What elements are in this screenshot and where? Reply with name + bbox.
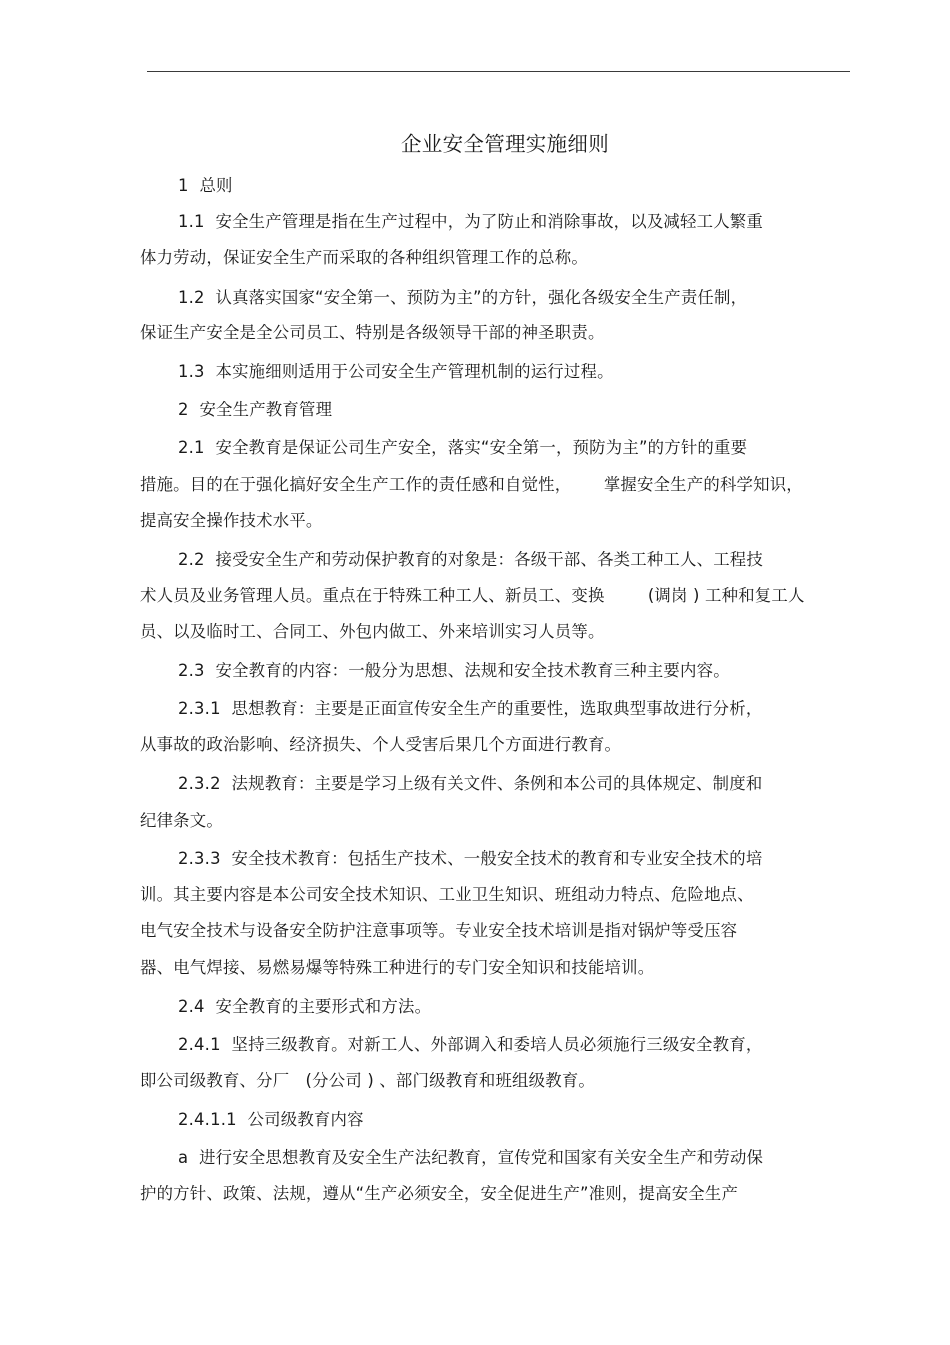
paragraph-line: 纪律条文。 xyxy=(140,811,223,830)
paragraph-line: 2.4.1.1 公司级教育内容 xyxy=(178,1110,364,1129)
paragraph-line: 保证生产安全是全公司员工、特别是各级领导干部的神圣职责。 xyxy=(140,323,605,342)
header-rule xyxy=(147,71,850,72)
paragraph-line: 护的方针、政策、法规，遵从“生产必须安全，安全促进生产”准则，提高安全生产 xyxy=(140,1184,739,1203)
paragraph-line: 电气安全技术与设备安全防护注意事项等。专业安全技术培训是指对锅炉等受压容 xyxy=(140,921,738,940)
document-title: 企业安全管理实施细则 xyxy=(401,132,609,156)
paragraph-line: 体力劳动，保证安全生产而采取的各种组织管理工作的总称。 xyxy=(140,248,588,267)
paragraph-line: 2.3.1 思想教育：主要是正面宣传安全生产的重要性，选取典型事故进行分析， xyxy=(178,699,763,718)
paragraph-line: 2.4.1 坚持三级教育。对新工人、外部调入和委培人员必须施行三级安全教育， xyxy=(178,1035,763,1054)
paragraph-line: 器、电气焊接、易燃易爆等特殊工种进行的专门安全知识和技能培训。 xyxy=(140,958,655,977)
paragraph-line: 2.3.3 安全技术教育：包括生产技术、一般安全技术的教育和专业安全技术的培 xyxy=(178,849,763,868)
paragraph-line: 措施。目的在于强化搞好安全生产工作的责任感和自觉性， 掌握安全生产的科学知识， xyxy=(140,475,803,494)
paragraph-line: 训。其主要内容是本公司安全技术知识、工业卫生知识、班组动力特点、危险地点、 xyxy=(140,885,754,904)
paragraph-line: 1 总则 xyxy=(178,176,233,195)
paragraph-line: 2 安全生产教育管理 xyxy=(178,400,333,419)
paragraph-line: 2.3 安全教育的内容：一般分为思想、法规和安全技术教育三种主要内容。 xyxy=(178,661,730,680)
paragraph-line: 1.3 本实施细则适用于公司安全生产管理机制的运行过程。 xyxy=(178,362,614,381)
paragraph-line: 2.3.2 法规教育：主要是学习上级有关文件、条例和本公司的具体规定、制度和 xyxy=(178,774,763,793)
paragraph-line: 2.1 安全教育是保证公司生产安全，落实“安全第一，预防为主”的方针的重要 xyxy=(178,438,748,457)
paragraph-line: a 进行安全思想教育及安全生产法纪教育，宣传党和国家有关安全生产和劳动保 xyxy=(178,1148,764,1167)
paragraph-line: 2.2 接受安全生产和劳动保护教育的对象是：各级干部、各类工种工人、工程技 xyxy=(178,550,763,569)
paragraph-line: 2.4 安全教育的主要形式和方法。 xyxy=(178,997,432,1016)
paragraph-line: 从事故的政治影响、经济损失、个人受害后果几个方面进行教育。 xyxy=(140,735,622,754)
paragraph-line: 术人员及业务管理人员。重点在于特殊工种工人、新员工、变换 (调岗 ) 工种和复工人 xyxy=(140,586,805,605)
paragraph-line: 员、以及临时工、合同工、外包内做工、外来培训实习人员等。 xyxy=(140,622,605,641)
paragraph-line: 即公司级教育、分厂 (分公司 ) 、部门级教育和班组级教育。 xyxy=(140,1071,596,1090)
paragraph-line: 提高安全操作技术水平。 xyxy=(140,511,323,530)
paragraph-line: 1.2 认真落实国家“安全第一、预防为主”的方针，强化各级安全生产责任制， xyxy=(178,288,748,307)
paragraph-line: 1.1 安全生产管理是指在生产过程中，为了防止和消除事故，以及减轻工人繁重 xyxy=(178,212,763,231)
